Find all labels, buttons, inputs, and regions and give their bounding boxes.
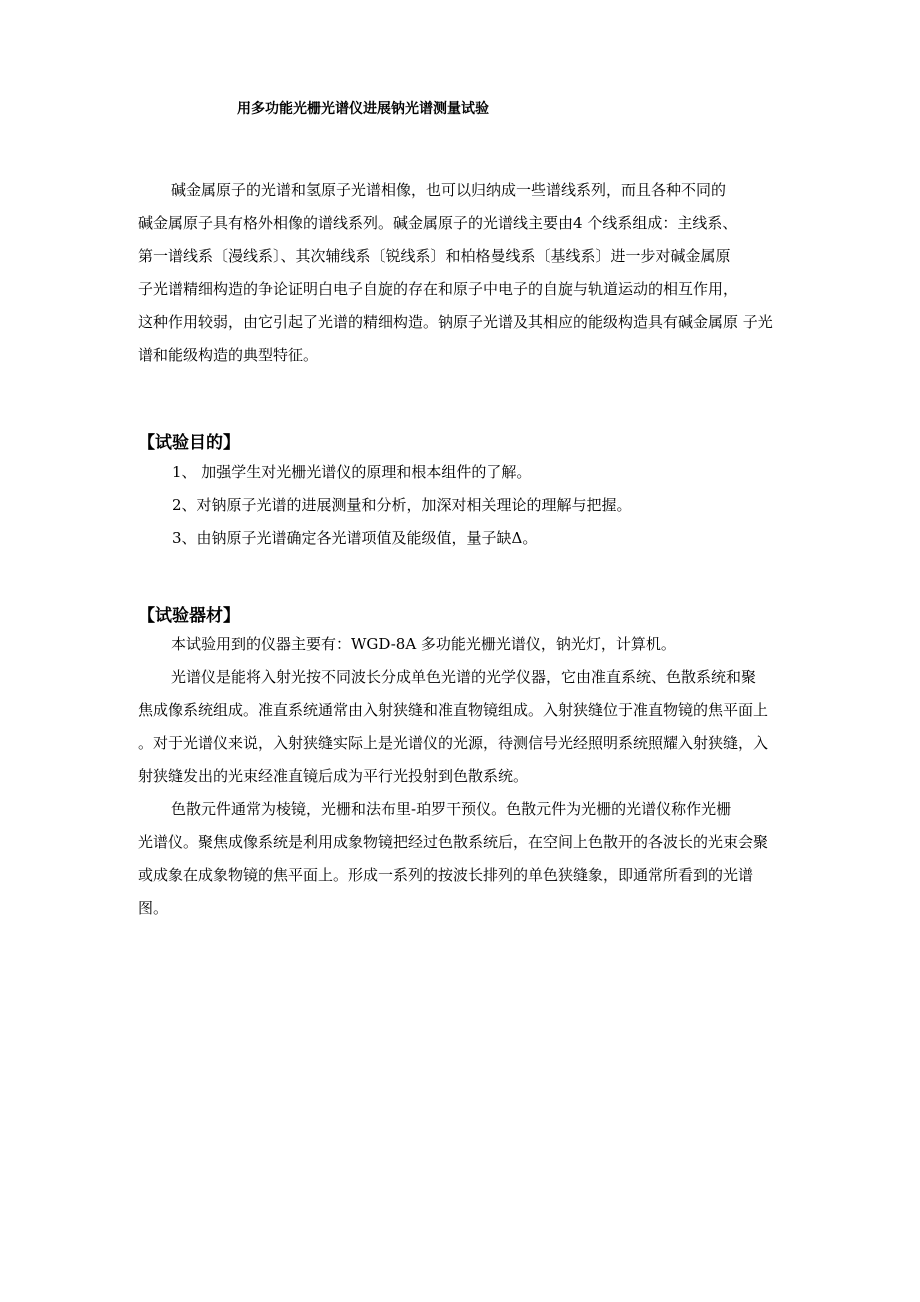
intro-line: 谱和能级构造的典型特征。 xyxy=(138,346,319,364)
equipment-p3-line: 光谱仪。聚焦成像系统是利用成象物镜把经过色散系统后，在空间上色散开的各波长的光束会聚 xyxy=(138,833,769,851)
purpose-list xyxy=(172,456,632,555)
intro-line: 子光谱精细构造的争论证明白电子自旋的存在和原子中电子的自旋与轨道运动的相互作用， xyxy=(138,280,739,298)
purpose-item: 1、 加强学生对光栅光谱仪的原理和根本组件的了解。 xyxy=(172,463,532,481)
equipment-heading: 【试验器材】 xyxy=(138,606,240,626)
equipment-p3-line: 图。 xyxy=(138,899,169,917)
equipment-p1-line: 本试验用到的仪器主要有：WGD-8A 多功能光栅光谱仪，钠光灯，计算机。 xyxy=(171,635,676,653)
intro-line: 碱金属原子具有格外相像的谱线系列。碱金属原子的光谱线主要由4 个线系组成：主线系、 xyxy=(138,214,738,232)
intro-line: 这种作用较弱，由它引起了光谱的精细构造。钠原子光谱及其相应的能级构造具有碱金属原 子光 xyxy=(138,313,773,331)
purpose-item: 2、对钠原子光谱的进展测量和分析，加深对相关理论的理解与把握。 xyxy=(172,496,632,514)
document-title: 用多功能光栅光谱仪进展钠光谱测量试验 xyxy=(237,101,489,117)
equipment-p2-line: 射狭缝发出的光束经准直镜后成为平行光投射到色散系统。 xyxy=(138,767,529,785)
purpose-heading: 【试验目的】 xyxy=(138,433,240,453)
equipment-p2-line: 。对于光谱仪来说，入射狭缝实际上是光谱仪的光源，待测信号光经照明系统照耀入射狭缝，入 xyxy=(138,734,769,752)
equipment-p3-line: 或成象在成象物镜的焦平面上。形成一系列的按波长排列的单色狭缝象，即通常所看到的光谱 xyxy=(138,866,754,884)
equipment-body xyxy=(138,628,798,925)
intro-line: 碱金属原子的光谱和氢原子光谱相像，也可以归纳成一些谱线系列，而且各种不同的 xyxy=(171,181,727,199)
purpose-item: 3、由钠原子光谱确定各光谱项值及能级值，量子缺Δ。 xyxy=(172,529,538,547)
equipment-p3-line: 色散元件通常为棱镜，光栅和法布里-珀罗干预仪。色散元件为光栅的光谱仪称作光栅 xyxy=(171,800,732,818)
equipment-p2-line: 光谱仪是能将入射光按不同波长分成单色光谱的光学仪器，它由准直系统、色散系统和聚 xyxy=(171,668,757,686)
intro-paragraph xyxy=(138,174,798,372)
equipment-p2-line: 焦成像系统组成。准直系统通常由入射狭缝和准直物镜组成。入射狭缝位于准直物镜的焦平面上 xyxy=(138,701,769,719)
intro-line: 第一谱线系〔漫线系〕、其次辅线系〔锐线系〕和柏格曼线系〔基线系〕进一步对碱金属原 xyxy=(138,247,731,265)
